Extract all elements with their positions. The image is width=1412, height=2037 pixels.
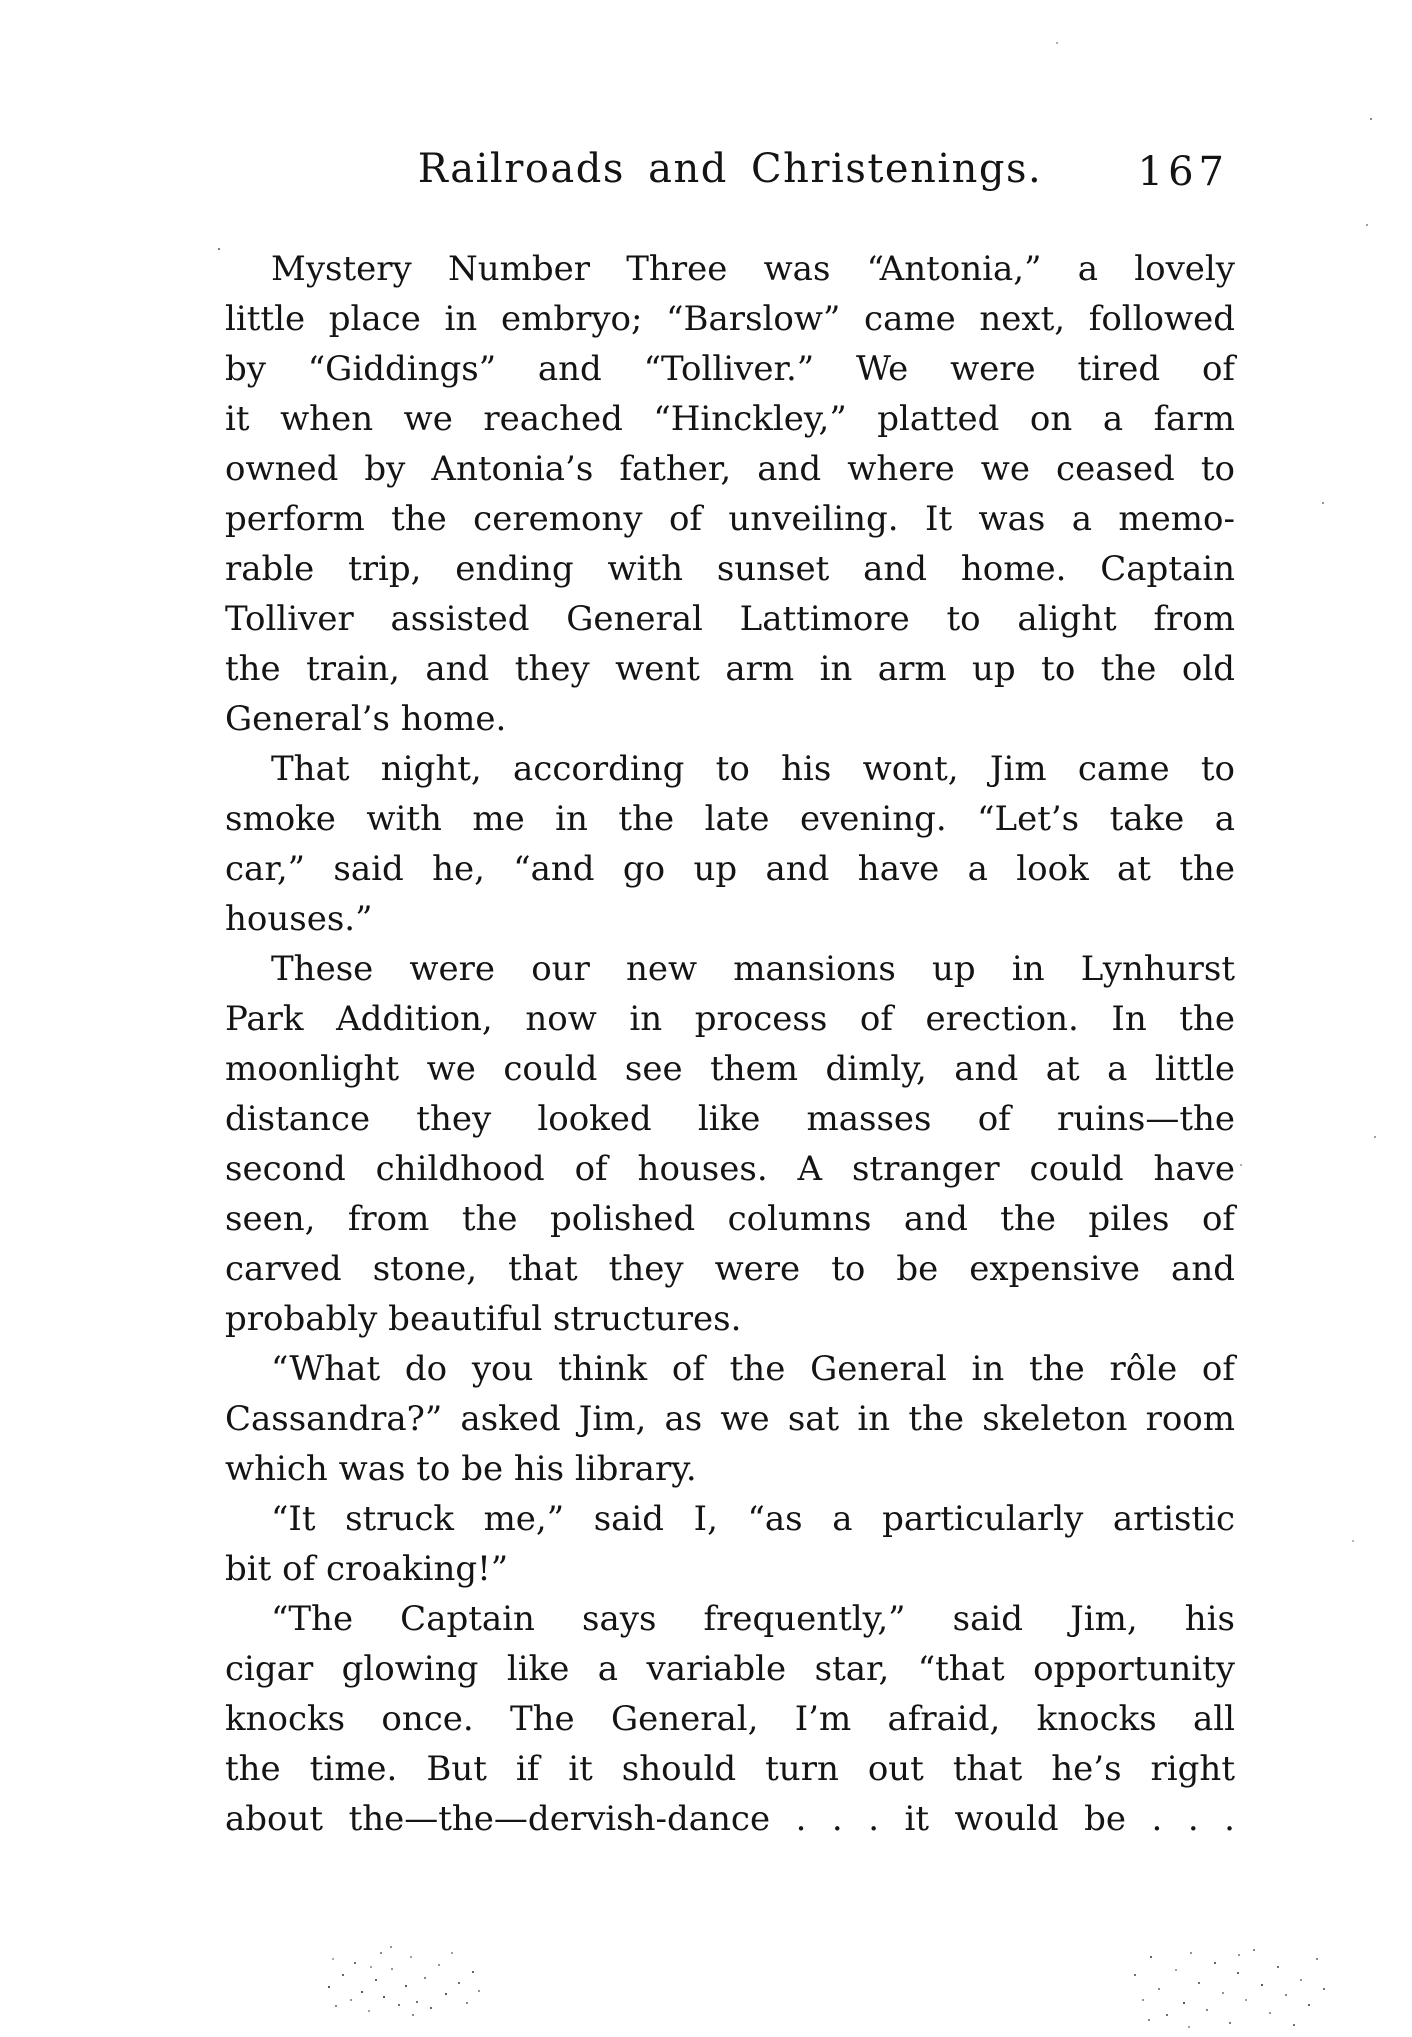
text-line: “What do you think of the General in the rôle of [271,1349,1235,1389]
text-line: little place in embryo; “Barslow” came next, followed [225,299,1235,339]
page-body [225,244,1235,1844]
scan-noise-cluster [320,1944,322,1946]
text-line: car,” said he, “and go up and have a look at the [225,849,1235,889]
text-line: That night, according to his wont, Jim came to [271,749,1235,789]
text-line: by “Giddings” and “Tolliver.” We were tired of [225,349,1235,389]
page-number: 167 [1137,149,1229,195]
page-header [225,146,1235,208]
text-line: about the—the—dervish-dance . . . it would be . . . [225,1799,1235,1839]
text-line: probably beautiful structures. [225,1299,742,1339]
text-line: perform the ceremony of unveiling. It was a memo- [225,499,1235,539]
text-line: second childhood of houses. A stranger could have [225,1149,1235,1189]
text-line: These were our new mansions up in Lynhurst [271,949,1235,989]
text-line: the time. But if it should turn out that he’s right [225,1749,1235,1789]
text-line: the train, and they went arm in arm up to the old [225,649,1235,689]
text-line: “The Captain says frequently,” said Jim, his [271,1599,1235,1639]
text-line: Cassandra?” asked Jim, as we sat in the skeleton room [225,1399,1235,1439]
running-title: Railroads and Christenings. [417,146,1043,192]
scan-noise-dots [0,0,2,2]
text-line: smoke with me in the late evening. “Let’s take a [225,799,1235,839]
text-line: moonlight we could see them dimly, and at a little [225,1049,1235,1089]
text-line: knocks once. The General, I’m afraid, knocks all [225,1699,1235,1739]
text-line: which was to be his library. [225,1449,697,1489]
text-line: General’s home. [225,699,507,739]
text-line: owned by Antonia’s father, and where we ceased to [225,449,1235,489]
text-line: bit of croaking!” [225,1549,509,1589]
text-line: seen, from the polished columns and the piles of [225,1199,1235,1239]
text-line: carved stone, that they were to be expensive and [225,1249,1235,1289]
text-line: Mystery Number Three was “Antonia,” a lovely [271,249,1235,289]
text-line: Park Addition, now in process of erection. In the [225,999,1235,1039]
text-line: houses.” [225,899,373,939]
text-line: Tolliver assisted General Lattimore to alight from [225,599,1235,639]
text-line: cigar glowing like a variable star, “that opportunity [225,1649,1235,1689]
scan-noise-cluster [1128,1944,1130,1946]
text-line: “It struck me,” said I, “as a particularly artistic [271,1499,1235,1539]
text-line: distance they looked like masses of ruins—the [225,1099,1235,1139]
text-line: rable trip, ending with sunset and home. Captain [225,549,1235,589]
text-line: it when we reached “Hinckley,” platted on a farm [225,399,1235,439]
